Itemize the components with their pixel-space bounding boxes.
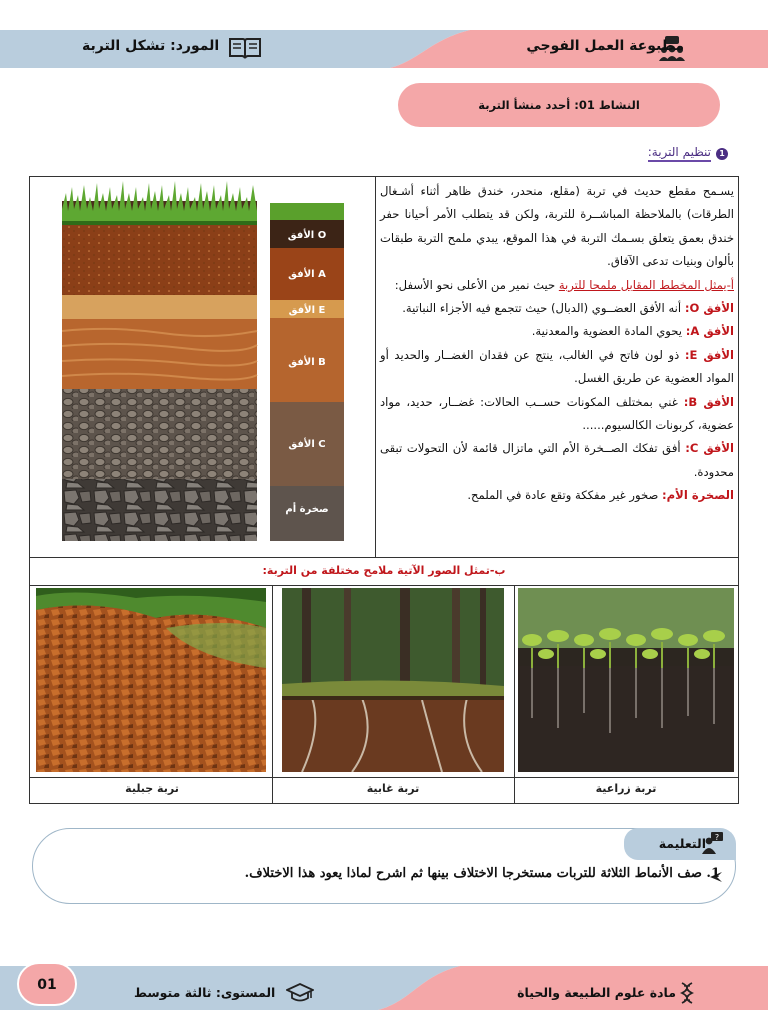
mountain-soil-photo — [36, 588, 266, 772]
diagram-label-o: الأفق O — [287, 230, 327, 241]
horizon-b: الأفق B: غني بمختلف المكونات حســب الحالات: غضــار، حديد، مواد عضوية، كربونات الكالسيوم...... — [380, 394, 734, 433]
horizon-a: الأفق A: يحوي المادة العضوية والمعدنية. — [531, 324, 734, 339]
graduation-cap-icon — [286, 983, 314, 1007]
photos-title: ب-تمثل الصور الآتية ملامح مختلفة من التربة: — [262, 564, 506, 577]
svg-text:?: ? — [714, 833, 720, 842]
worksheet-title: مطبوعة العمل الفوجي — [526, 38, 684, 54]
soil-layers-illustration — [62, 181, 257, 541]
horizon-c: الأفق C: أفق تفكك الصــخرة الأم التي ماتزال قائمة لأن التحولات تبقى محدودة. — [380, 441, 734, 479]
instruction-title: التعليمة — [658, 836, 706, 851]
section-heading — [648, 145, 728, 162]
agricultural-soil-photo — [518, 588, 734, 772]
diagram-label-e: الأفق E — [288, 305, 326, 316]
subject-label: مادة علوم الطبيعة والحياة — [517, 985, 676, 1000]
level-label: المستوى: ثالثة متوسط — [134, 985, 276, 1000]
table-divider — [272, 585, 273, 804]
parent-rock: الصخرة الأم: صخور غير مفككة وتقع عادة في الملمح. — [467, 488, 734, 503]
caption-forest-soil: تربة غابية — [366, 782, 420, 795]
table-divider — [29, 777, 739, 778]
diagram-intro-link: أ-يمثل المخطط المقابل ملمحا للتربة — [558, 277, 734, 292]
diagram-label-b: الأفق B — [288, 357, 326, 368]
table-divider — [29, 557, 739, 558]
forest-soil-photo — [282, 588, 504, 772]
table-divider — [29, 585, 739, 586]
activity-banner — [398, 83, 720, 127]
horizon-o: الأفق O: أنه الأفق العضــوي (الدبال) حيث تتجمع فيه الأجزاء النباتية. — [402, 301, 734, 316]
caption-mountain-soil: تربة جبلية — [125, 782, 179, 795]
diagram-label-rock: صخرة أم — [285, 504, 329, 515]
caption-agricultural-soil: تربة زراعية — [595, 782, 657, 795]
book-icon — [228, 36, 262, 64]
intro-paragraph: يسـمح مقطع حديث في تربة (مقلع، منحدر، خندق ظاهر أثناء أشـغال الطرقات) بالملاحظة المباشــرة للتربة، ولكن قد يتطلب الأمر أحيانا حفر خندق بعمق يتعلق بسـمك التربة في هذا الموقع، يبدي ملمح التربة طبقات بألوان وبنيات تدعى الآفاق. — [380, 184, 734, 269]
horizon-e: الأفق E: ذو لون فاتح في الغالب، ينتج عن فقدان الغضــار والحديد أو المواد العضوية عن طريق الغسل. — [380, 347, 734, 386]
diagram-label-a: الأفق A — [288, 269, 326, 280]
activity-title: النشاط 01: أحدد منشأ التربة — [478, 98, 640, 112]
soil-description — [380, 180, 734, 508]
horizon-column — [270, 203, 344, 541]
diagram-label-c: الأفق C — [288, 439, 326, 450]
section-number: 1 — [716, 148, 728, 160]
diagram-intro: أ-يمثل المخطط المقابل ملمحا للتربة حيث نمير من الأعلى نحو الأسفل: — [394, 277, 734, 292]
resource-title: المورد: تشكل التربة — [82, 38, 220, 54]
soil-profile-diagram — [62, 181, 352, 541]
section-title: تنظيم التربة: — [648, 145, 711, 162]
table-divider — [514, 585, 515, 804]
page-number: 01 — [17, 962, 77, 1006]
table-divider — [375, 176, 376, 557]
instruction-text: 1. صف الأنماط الثلاثة للتربات مستخرجا الاختلاف بينها ثم اشرح لماذا يعود هذا الاختلاف. — [244, 866, 720, 881]
dna-icon — [680, 982, 694, 1008]
